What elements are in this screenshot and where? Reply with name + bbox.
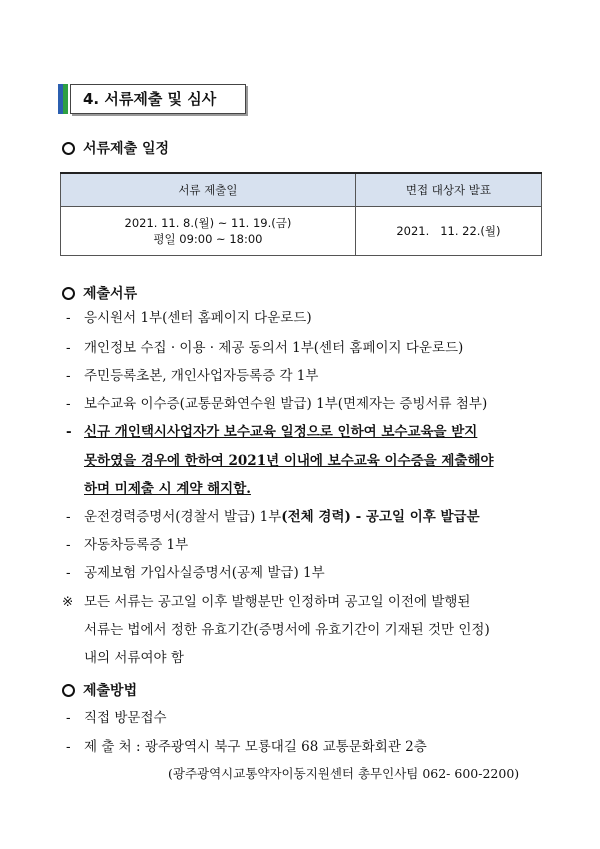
list-item: - 제 출 처 : 광주광역시 북구 모룡대길 68 교통문화회관 2층	[66, 739, 427, 755]
submit-date: 2021. 11. 8.(월) ~ 11. 19.(금)	[124, 216, 292, 230]
note-line: 서류는 법에서 정한 유효기간(증명서에 유효기간이 기재된 것만 인정)	[84, 622, 490, 638]
schedule-heading	[62, 138, 169, 158]
note-line: 내의 서류여야 함	[84, 650, 184, 666]
circle-bullet-icon	[62, 684, 75, 697]
method-heading-text: 제출방법	[83, 683, 138, 699]
documents-heading	[62, 283, 137, 303]
address-note: (광주광역시교통약자이동지원센터 총무인사팀 062- 600-2200)	[168, 766, 520, 781]
list-item: - 보수교육 이수증(교통문화연수원 발급) 1부(면제자는 증빙서류 첨부)	[66, 396, 488, 412]
table-row	[61, 207, 542, 256]
documents-heading-text: 제출서류	[83, 286, 138, 302]
highlight-line: - 신규 개인택시사업자가 보수교육 일정으로 인하여 보수교육을 받지	[66, 424, 478, 440]
list-item: - 직접 방문접수	[66, 710, 167, 726]
announce-date-cell: 2021. 11. 22.(월)	[355, 207, 541, 256]
schedule-table	[60, 172, 542, 256]
list-item: - 응시원서 1부(센터 홈페이지 다운로드)	[66, 310, 312, 326]
submit-hours: 평일 09:00 ~ 18:00	[153, 232, 263, 246]
list-item: - 공제보험 가입사실증명서(공제 발급) 1부	[66, 565, 325, 581]
submit-date-cell	[61, 207, 356, 256]
schedule-heading-text: 서류제출 일정	[83, 141, 170, 157]
circle-bullet-icon	[62, 287, 75, 300]
method-heading	[62, 680, 137, 700]
section-title: 4. 서류제출 및 심사	[70, 84, 246, 114]
list-item: - 주민등록초본, 개인사업자등록증 각 1부	[66, 368, 319, 384]
list-item: - 운전경력증명서(경찰서 발급) 1부(전체 경력) - 공고일 이후 발급분	[66, 509, 480, 525]
section-heading	[58, 84, 246, 114]
highlight-line: 못하였을 경우에 한하여 2021년 이내에 보수교육 이수증을 제출해야	[84, 453, 494, 469]
table-header-row	[61, 173, 542, 207]
list-item: - 개인정보 수집 · 이용 · 제공 동의서 1부(센터 홈페이지 다운로드)	[66, 340, 464, 356]
highlight-line: 하며 미제출 시 계약 해지함.	[84, 481, 251, 497]
column-header-submit: 서류 제출일	[61, 173, 356, 207]
list-item: - 자동차등록증 1부	[66, 537, 189, 553]
note-line: ※ 모든 서류는 공고일 이후 발행분만 인정하며 공고일 이전에 발행된	[62, 594, 471, 610]
circle-bullet-icon	[62, 142, 75, 155]
heading-accent-green	[63, 84, 68, 114]
column-header-announce: 면접 대상자 발표	[355, 173, 541, 207]
